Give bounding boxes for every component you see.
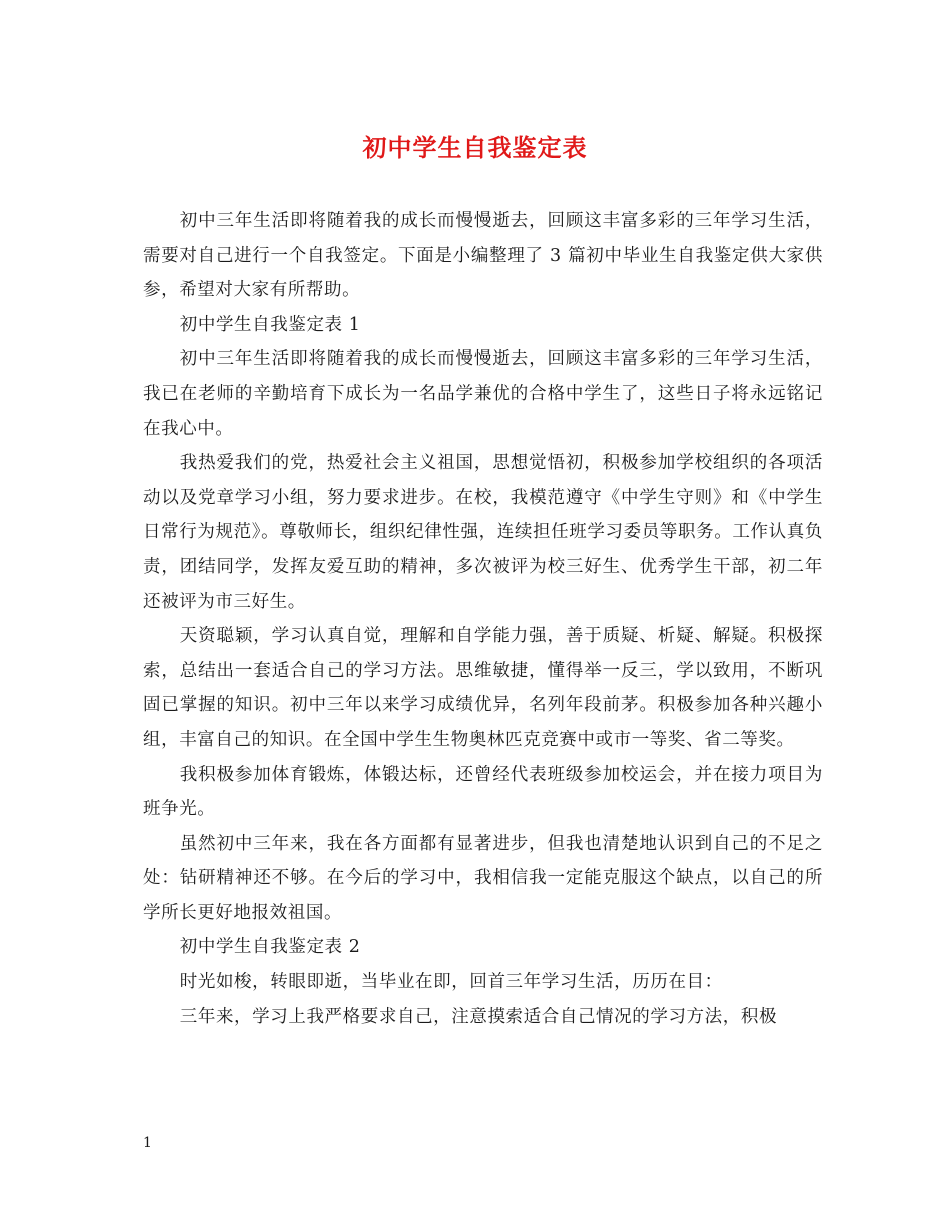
- paragraph: 初中三年生活即将随着我的成长而慢慢逝去，回顾这丰富多彩的三年学习生活，我已在老师的辛勤培育下成长为一名品学兼优的合格中学生了，这些日子将永远铭记在我心中。: [143, 349, 823, 439]
- paragraph: 虽然初中三年来，我在各方面都有显著进步，但我也清楚地认识到自己的不足之处：钻研精神还不够。在今后的学习中，我相信我一定能克服这个缺点，以自己的所学所长更好地报效祖国。: [143, 833, 823, 923]
- paragraph-intro: 初中三年生活即将随着我的成长而慢慢逝去，回顾这丰富多彩的三年学习生活，需要对自己进行一个自我签定。下面是小编整理了 3 篇初中毕业生自我鉴定供大家供参，希望对大家有所帮助。: [143, 211, 823, 301]
- section-heading-1: 初中学生自我鉴定表 1: [179, 314, 361, 335]
- section-heading-2: 初中学生自我鉴定表 2: [179, 937, 361, 958]
- document-body: [143, 204, 823, 1034]
- paragraph: 我积极参加体育锻炼，体锻达标，还曾经代表班级参加校运会，并在接力项目为班争光。: [143, 764, 823, 820]
- paragraph: 时光如梭，转眼即逝，当毕业在即，回首三年学习生活，历历在目：: [179, 972, 723, 993]
- paragraph: 我热爱我们的党，热爱社会主义祖国，思想觉悟初，积极参加学校组织的各项活动以及党章学习小组，努力要求进步。在校，我模范遵守《中学生守则》和《中学生日常行为规范》。尊敬师长，组织纪律性强，连续担任班学习委员等职务。工作认真负责，团结同学，发挥友爱互助的精神，多次被评为校三好生、优秀学生干部，初二年还被评为市三好生。: [143, 453, 823, 612]
- page-number: 1: [143, 1135, 152, 1151]
- document-title: 初中学生自我鉴定表: [362, 133, 588, 162]
- paragraph: 天资聪颖，学习认真自觉，理解和自学能力强，善于质疑、析疑、解疑。积极探索，总结出一套适合自己的学习方法。思维敏捷，懂得举一反三，学以致用，不断巩固已掌握的知识。初中三年以来学习成绩优异，名列年段前茅。积极参加各种兴趣小组，丰富自己的知识。在全国中学生生物奥林匹克竞赛中或市一等奖、省二等奖。: [143, 626, 823, 750]
- paragraph: 三年来，学习上我严格要求自己，注意摸索适合自己情况的学习方法，积极: [179, 1006, 778, 1027]
